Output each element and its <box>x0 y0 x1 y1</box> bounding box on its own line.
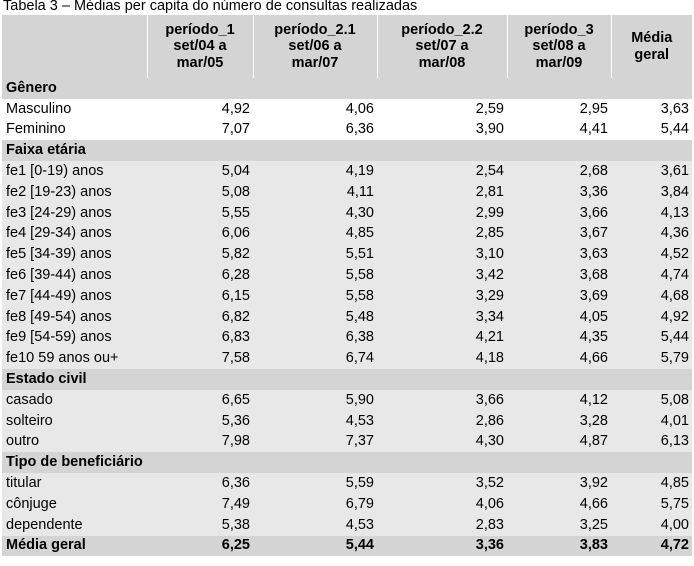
row-label: fe5 [34-39) anos <box>2 244 147 265</box>
value-cell: 3,90 <box>377 120 507 141</box>
value-cell: 4,87 <box>507 432 611 453</box>
table-row <box>2 411 692 432</box>
value-cell: 7,49 <box>147 494 253 515</box>
section-label: Gênero <box>2 78 692 99</box>
row-label: dependente <box>2 515 147 536</box>
value-cell: 6,36 <box>253 120 377 141</box>
value-cell: 4,72 <box>611 536 692 557</box>
table-row <box>2 224 692 245</box>
table-row <box>2 120 692 141</box>
value-cell: 7,37 <box>253 432 377 453</box>
value-cell: 3,67 <box>507 224 611 245</box>
row-label: fe10 59 anos ou+ <box>2 348 147 369</box>
value-cell: 5,44 <box>611 328 692 349</box>
value-cell: 3,25 <box>507 515 611 536</box>
value-cell: 3,61 <box>611 161 692 182</box>
value-cell: 6,36 <box>147 473 253 494</box>
value-cell: 4,05 <box>507 307 611 328</box>
value-cell: 5,08 <box>147 182 253 203</box>
section-label: Tipo de beneficiário <box>2 452 692 473</box>
value-cell: 2,54 <box>377 161 507 182</box>
table-row <box>2 473 692 494</box>
value-cell: 7,58 <box>147 348 253 369</box>
header-cell-media-geral: Média geral <box>611 15 692 78</box>
value-cell: 3,36 <box>377 536 507 557</box>
value-cell: 5,59 <box>253 473 377 494</box>
value-cell: 2,83 <box>377 515 507 536</box>
value-cell: 4,19 <box>253 161 377 182</box>
value-cell: 2,95 <box>507 99 611 120</box>
value-cell: 4,92 <box>611 307 692 328</box>
header-row <box>2 15 692 78</box>
row-label: fe4 [29-34) anos <box>2 224 147 245</box>
data-table <box>2 15 692 556</box>
value-cell: 5,58 <box>253 286 377 307</box>
value-cell: 3,42 <box>377 265 507 286</box>
value-cell: 4,30 <box>253 203 377 224</box>
value-cell: 7,07 <box>147 120 253 141</box>
table-row <box>2 390 692 411</box>
section-row <box>2 140 692 161</box>
value-cell: 7,98 <box>147 432 253 453</box>
header-cell-periodo-2-1: período_2.1 set/06 a mar/07 <box>253 15 377 78</box>
row-label: fe9 [54-59) anos <box>2 328 147 349</box>
value-cell: 5,38 <box>147 515 253 536</box>
value-cell: 5,58 <box>253 265 377 286</box>
value-cell: 6,28 <box>147 265 253 286</box>
value-cell: 5,82 <box>147 244 253 265</box>
header-cell-periodo-3: período_3 set/08 a mar/09 <box>507 15 611 78</box>
table-row <box>2 265 692 286</box>
value-cell: 2,85 <box>377 224 507 245</box>
total-row <box>2 536 692 557</box>
value-cell: 3,92 <box>507 473 611 494</box>
table-row <box>2 99 692 120</box>
section-row <box>2 452 692 473</box>
value-cell: 6,65 <box>147 390 253 411</box>
section-label: Estado civil <box>2 369 692 390</box>
table-row <box>2 161 692 182</box>
table-row <box>2 515 692 536</box>
value-cell: 4,85 <box>611 473 692 494</box>
value-cell: 6,25 <box>147 536 253 557</box>
table-row <box>2 348 692 369</box>
value-cell: 5,48 <box>253 307 377 328</box>
table-row <box>2 307 692 328</box>
value-cell: 2,68 <box>507 161 611 182</box>
value-cell: 3,66 <box>507 203 611 224</box>
value-cell: 4,74 <box>611 265 692 286</box>
value-cell: 6,79 <box>253 494 377 515</box>
row-label: Feminino <box>2 120 147 141</box>
value-cell: 3,68 <box>507 265 611 286</box>
value-cell: 4,30 <box>377 432 507 453</box>
value-cell: 4,36 <box>611 224 692 245</box>
value-cell: 6,82 <box>147 307 253 328</box>
value-cell: 6,74 <box>253 348 377 369</box>
row-label: casado <box>2 390 147 411</box>
value-cell: 4,68 <box>611 286 692 307</box>
table-row <box>2 203 692 224</box>
value-cell: 4,01 <box>611 411 692 432</box>
row-label: fe8 [49-54) anos <box>2 307 147 328</box>
table-row <box>2 182 692 203</box>
row-label: outro <box>2 432 147 453</box>
value-cell: 4,21 <box>377 328 507 349</box>
table-body <box>2 78 692 556</box>
value-cell: 5,79 <box>611 348 692 369</box>
section-label: Faixa etária <box>2 140 692 161</box>
row-label: fe2 [19-23) anos <box>2 182 147 203</box>
value-cell: 4,13 <box>611 203 692 224</box>
value-cell: 4,41 <box>507 120 611 141</box>
value-cell: 3,83 <box>507 536 611 557</box>
value-cell: 6,38 <box>253 328 377 349</box>
table-caption: Tabela 3 – Médias per capita do número de consultas realizadas <box>3 0 418 14</box>
value-cell: 6,83 <box>147 328 253 349</box>
value-cell: 5,44 <box>253 536 377 557</box>
table-row <box>2 244 692 265</box>
table-row <box>2 494 692 515</box>
value-cell: 6,06 <box>147 224 253 245</box>
table-row <box>2 328 692 349</box>
row-label: Média geral <box>2 536 147 557</box>
section-row <box>2 369 692 390</box>
value-cell: 6,13 <box>611 432 692 453</box>
value-cell: 4,92 <box>147 99 253 120</box>
table-row <box>2 432 692 453</box>
value-cell: 3,66 <box>377 390 507 411</box>
value-cell: 4,00 <box>611 515 692 536</box>
value-cell: 3,52 <box>377 473 507 494</box>
value-cell: 5,90 <box>253 390 377 411</box>
value-cell: 5,36 <box>147 411 253 432</box>
section-row <box>2 78 692 99</box>
value-cell: 2,86 <box>377 411 507 432</box>
row-label: fe3 [24-29) anos <box>2 203 147 224</box>
value-cell: 5,44 <box>611 120 692 141</box>
value-cell: 5,51 <box>253 244 377 265</box>
value-cell: 6,15 <box>147 286 253 307</box>
value-cell: 2,59 <box>377 99 507 120</box>
row-label: titular <box>2 473 147 494</box>
value-cell: 5,04 <box>147 161 253 182</box>
value-cell: 3,28 <box>507 411 611 432</box>
value-cell: 3,63 <box>611 99 692 120</box>
value-cell: 3,69 <box>507 286 611 307</box>
header-cell-periodo-1: período_1 set/04 a mar/05 <box>147 15 253 78</box>
value-cell: 3,34 <box>377 307 507 328</box>
value-cell: 3,63 <box>507 244 611 265</box>
value-cell: 4,66 <box>507 348 611 369</box>
value-cell: 4,66 <box>507 494 611 515</box>
row-label: solteiro <box>2 411 147 432</box>
value-cell: 4,53 <box>253 515 377 536</box>
row-label: fe1 [0-19) anos <box>2 161 147 182</box>
row-label: Masculino <box>2 99 147 120</box>
row-label: cônjuge <box>2 494 147 515</box>
value-cell: 4,52 <box>611 244 692 265</box>
value-cell: 3,29 <box>377 286 507 307</box>
value-cell: 5,75 <box>611 494 692 515</box>
header-cell-label <box>2 15 147 78</box>
value-cell: 3,10 <box>377 244 507 265</box>
value-cell: 4,06 <box>253 99 377 120</box>
row-label: fe6 [39-44) anos <box>2 265 147 286</box>
value-cell: 2,99 <box>377 203 507 224</box>
value-cell: 4,18 <box>377 348 507 369</box>
value-cell: 3,84 <box>611 182 692 203</box>
value-cell: 5,55 <box>147 203 253 224</box>
value-cell: 4,06 <box>377 494 507 515</box>
value-cell: 3,36 <box>507 182 611 203</box>
value-cell: 5,08 <box>611 390 692 411</box>
value-cell: 4,12 <box>507 390 611 411</box>
value-cell: 4,35 <box>507 328 611 349</box>
header-cell-periodo-2-2: período_2.2 set/07 a mar/08 <box>377 15 507 78</box>
value-cell: 4,53 <box>253 411 377 432</box>
value-cell: 4,85 <box>253 224 377 245</box>
value-cell: 4,11 <box>253 182 377 203</box>
table-row <box>2 286 692 307</box>
row-label: fe7 [44-49) anos <box>2 286 147 307</box>
value-cell: 2,81 <box>377 182 507 203</box>
